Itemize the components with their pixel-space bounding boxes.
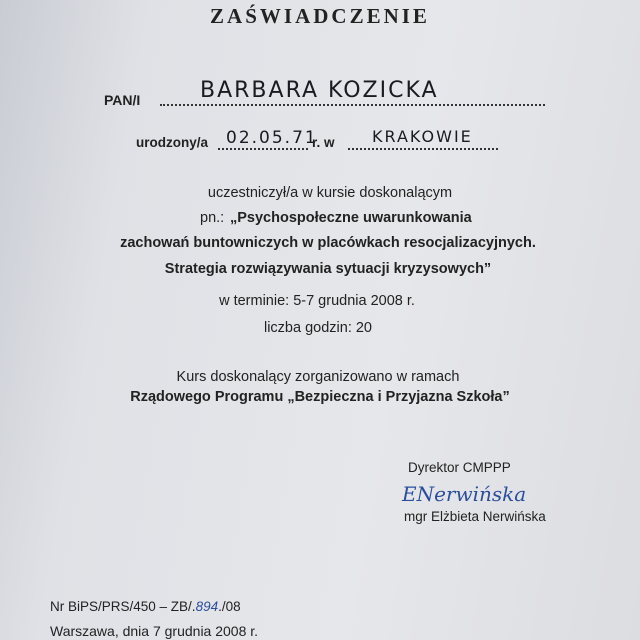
- director-name: mgr Elżbieta Nerwińska: [404, 509, 546, 524]
- born-date: 02.05.71: [226, 128, 318, 148]
- course-title-2: zachowań buntowniczych w placówkach resocjalizacyjnych.: [120, 235, 536, 251]
- course-prefix: pn.:: [200, 210, 225, 226]
- born-label: urodzony/a: [136, 135, 209, 150]
- reference-number: [50, 599, 241, 614]
- name-dotted-line: [160, 104, 545, 106]
- ref-prefix: Nr BiPS/PRS/450 – ZB/.: [50, 599, 196, 614]
- ref-handwritten: 894: [195, 599, 219, 614]
- course-term: w terminie: 5-7 grudnia 2008 r.: [219, 293, 415, 309]
- director-signature: ENerwińska: [402, 482, 527, 506]
- place-date: Warszawa, dnia 7 grudnia 2008 r.: [50, 623, 259, 639]
- name-value: BARBARA KOZICKA: [200, 78, 439, 103]
- born-date-dots: [218, 148, 308, 150]
- program-name: Rządowego Programu „Bezpieczna i Przyjazna Szkoła”: [130, 389, 510, 405]
- director-title: Dyrektor CMPPP: [408, 460, 511, 475]
- course-title-3: Strategia rozwiązywania sytuacji kryzysowych”: [164, 261, 492, 277]
- document-title: ZAŚWIADCZENIE: [210, 4, 430, 28]
- ref-suffix: ./08: [218, 599, 241, 614]
- born-mid: r. w: [312, 135, 335, 150]
- course-title-1: „Psychospołeczne uwarunkowania: [230, 210, 472, 226]
- name-label: PAN/I: [104, 92, 141, 108]
- born-place-dots: [348, 148, 498, 150]
- participation-line: uczestniczył/a w kursie doskonalącym: [207, 185, 453, 201]
- course-hours: liczba godzin: 20: [263, 320, 372, 336]
- born-place: KRAKOWIE: [372, 127, 473, 146]
- organized-line: Kurs doskonalący zorganizowano w ramach: [176, 369, 460, 385]
